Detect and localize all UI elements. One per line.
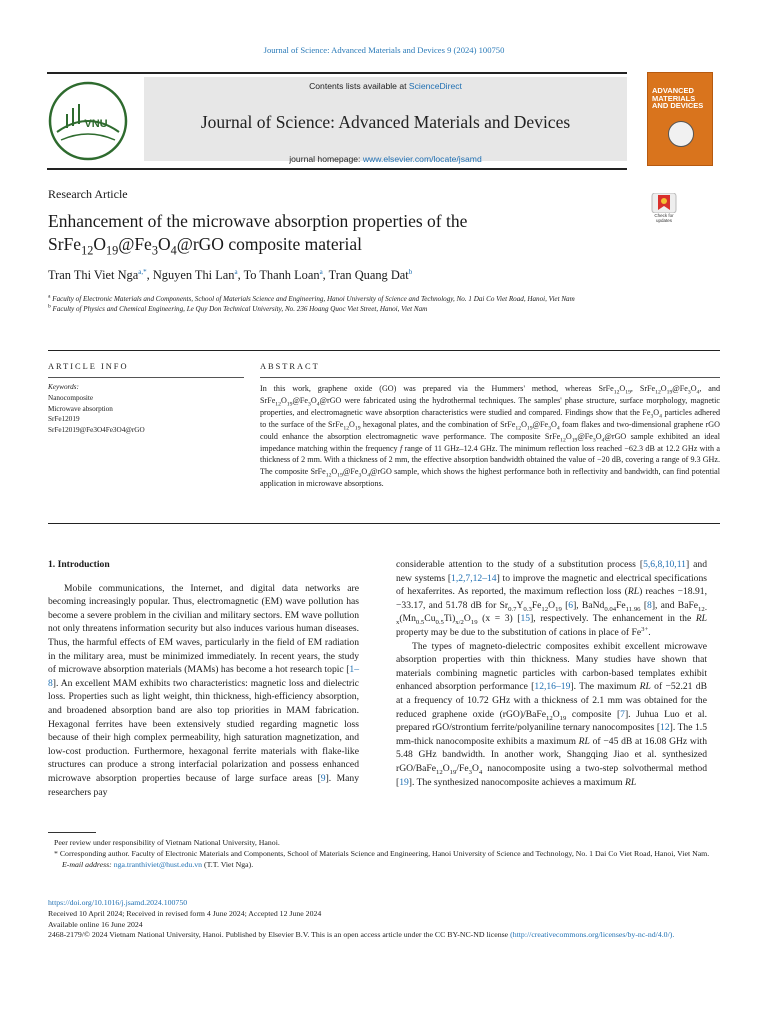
article-title (48, 210, 608, 256)
check-updates-badge[interactable] (648, 193, 680, 227)
article-info-heading: ARTICLE INFO (48, 362, 129, 371)
author-list: Tran Thi Viet Nga$^{a,*}$, Nguyen Thi Lan$^a$, To Thanh Loan$^a$, Tran Quang Dat$^b$ (48, 267, 413, 282)
keywords-label: Keywords: (48, 383, 79, 391)
dates-received: Received 10 April 2024; Received in revised form 4 June 2024; Accepted 12 June 2024 (48, 908, 322, 918)
title-line2: $SrFe_{12}O_{19}@Fe_3O_4@rGO$ composite material (48, 234, 362, 258)
email-link[interactable]: nga.tranthiviet@hust.edu.vn (113, 859, 203, 869)
keyword-list (48, 393, 145, 435)
journal-name: Journal of Science: Advanced Materials and Devices (200, 112, 571, 132)
publication-info (48, 898, 720, 941)
email-note: E-mail address: nga.tranthiviet@hust.edu.vn (T.T. Viet Nga). (62, 859, 254, 869)
abstract-heading: ABSTRACT (260, 362, 320, 371)
footnote-rule (48, 832, 96, 833)
cover-title: ADVANCED MATERIALS AND DEVICES (652, 86, 704, 110)
homepage-link[interactable]: www.elsevier.com/locate/jsamd (362, 154, 482, 164)
journal-cover (647, 72, 713, 166)
vnu-logo (47, 80, 129, 162)
paragraph: considerable attention to the study of a substitution process [5,6,8,10,11] and new systems [1,2,7,12–14] to improve the magnetic and electrical specifications of hexaferrites. As reported, the maximum reflection loss (RL) reaches −18.91, −33.17, and 51.78 dB for $Sr_{0.7}Y_{0.3}Fe_{12}O_{19}$ [6], $BaNd_{0.04}Fe_{11.96}$ [8], and $BaFe_{12-x}(Mn_{0.5}Cu_{0.5}Ti)_{x/2}O_{19}$ (x = 3) [15], respectively. The enhancement in the RL property may be due to the substitution of cations in place of $Fe^{3+}$. (396, 559, 708, 638)
masthead (144, 77, 627, 164)
header-rule-bottom (47, 168, 627, 170)
sciencedirect-link[interactable]: ScienceDirect (408, 81, 462, 91)
affiliation: $^a$ Faculty of Electronic Materials and Components, School of Materials Science and Engineering, Hanoi University of Science and Technology, No. 1 Dai Co Viet Road, Hanoi, Viet Nam (48, 293, 575, 303)
affiliation: $^b$ Faculty of Physics and Chemical Engineering, Le Quy Don Technical University, No. 236 Hoang Quoc Viet Street, Hanoi, Viet Nam (48, 303, 428, 313)
affiliations (48, 294, 728, 314)
divider (48, 523, 720, 524)
divider (48, 350, 720, 351)
author: To Thanh Loan (243, 268, 320, 282)
author: Tran Thi Viet Nga (48, 268, 139, 282)
date-available: Available online 16 June 2024 (48, 919, 143, 929)
header-rule (47, 72, 627, 74)
peer-review-note: Peer review under responsibility of Vietnam National University, Hanoi. (54, 838, 280, 847)
body-column-right (396, 558, 707, 789)
author: Nguyen Thi Lan (152, 268, 235, 282)
license-text: 2468-2179/© 2024 Vietnam National University, Hanoi. Published by Elsevier B.V. This is an open access article under the CC BY-NC-ND license (http://creativecommons.org/licenses/by-nc-nd/4.0/). (48, 930, 675, 940)
keyword: Microwave absorption (48, 404, 113, 413)
journal-citation[interactable]: Journal of Science: Advanced Materials and Devices 9 (2024) 100750 (263, 45, 505, 55)
body-column-left (48, 558, 359, 799)
divider (260, 377, 720, 378)
divider (48, 377, 244, 378)
paragraph: Mobile communications, the Internet, and digital data networks are becoming increasingly popular. Thus, electromagnetic (EM) wave pollution has become a severe problem in the civilian and military sectors. EM wave pollution not only threatens information security but also induces various human diseases. Thus, the harmful effects of EM waves, particularly in the field of EM radiation in the military area, must be minimized immediately. In recent years, the study of microwave absorption materials (MAMs) has become a hot research topic [1–8]. An excellent MAM exhibits two characteristics: magnetic loss and dielectric loss. Properties such as light weight, thin thickness, high-efficiency absorption, and broadened absorption band are also top priorities in MAM fabrication. Hexagonal ferrites have been extensively studied regarding magnetic loss because of their high complex permeability, high saturation magnetization, and low-cost production. Furthermore, hexagonal ferrite materials with flake-like structures can produce a strong interfacial polarization and possess enhanced microwave absorption properties because of large surface areas [9]. Many researchers pay (48, 582, 359, 798)
homepage-line: journal homepage: www.elsevier.com/locate/jsamd (289, 154, 482, 164)
logo-text: VNU (84, 118, 108, 130)
corresponding-author-note: * Corresponding author. Faculty of Electronic Materials and Components, School of Materials Science and Engineering, Hanoi University of Science and Technology, No. 1 Dai Co Viet Road, Hanoi, Viet Nam. (54, 848, 710, 858)
title-line1: Enhancement of the microwave absorption properties of the (48, 211, 468, 231)
doi-link[interactable]: https://doi.org/10.1016/j.jsamd.2024.100750 (48, 898, 188, 907)
check-updates-label: Check for updates (654, 213, 674, 223)
article-type: Research Article (48, 187, 128, 201)
keyword: SrFe12019@Fe3O4Fe3O4@rGO (48, 425, 145, 434)
bookmark-icon (648, 193, 680, 213)
keyword: SrFe12019 (48, 415, 80, 423)
abstract-text: In this work, graphene oxide (GO) was prepared via the Hummers' method, whereas $SrFe_{12}O_{19}$, $SrFe_{12}O_{19}@Fe_3O_4$, and $SrFe_{12}O_{19}@Fe_3O_4@rGO$ were fabricated using the hydrothermal techniques. The samples' phase structure, surface morphology, magnetic properties, and electromagnetic wave absorption characteristics were studied and compared. Findings show that the $Fe_3O_4$ particles adhered to the surface of the $SrFe_{12}O_{19}$ hexagonal plates, and the combination of $SrFe_{12}O_{19}@Fe_3O_4$ foam flakes and two-dimensional graphene rGO could enhance the absorption electromagnetic wave performance. The composite $SrFe_{12}O_{19}@Fe_3O_4@rGO$ sample exhibited an ideal impedance matching within the frequency f range of 11 GHz–12.4 GHz. The minimum reflection loss reached −62.3 dB at 12.2 GHz with a thickness of 2 mm. With a thickness of 2 mm, the effective absorption bandwidth obtained the value of −20 dB, covering a range of 9.3 GHz. The composite $SrFe_{12}O_{19}@Fe_3O_4@rGO$ sample, which shows the highest performance both in reflectivity and bandwidth, can find potential application in microwave absorptions. (260, 384, 721, 489)
author: Tran Quang Dat (328, 268, 409, 282)
license-link[interactable]: (http://creativecommons.org/licenses/by-nc-nd/4.0/). (510, 930, 675, 940)
contents-line: Contents lists available at ScienceDirect (309, 81, 462, 91)
journal-header (47, 72, 721, 166)
paragraph: The types of magneto-dielectric composites exhibit excellent microwave absorption properties with thin thickness. Many studies have shown that materials combining magnetic particles with carbon-based templates exhibit enhanced absorption performance [12,16–19]. The maximum RL of −52.21 dB at a frequency of 10.72 GHz with a thickness of 2.1 mm was obtained for the reduced graphene oxide $(rGO)/BaFe_{12}O_{19}$ composite [7]. Juhua Luo et al. prepared rGO/strontium ferrite/polyaniline ternary nanocomposites [12]. The 1.5 mm-thick nanocomposite exhibits a maximum RL of −45 dB at 16.08 GHz with 5.48 GHz bandwidth. In another work, Shangqing Jiao et al. synthesized rGO/$BaFe_{12}O_{19}/Fe_3O_4$ nanocomposite using a two-step solvothermal method [19]. The synthesized nanocomposite achieves a maximum RL (396, 640, 707, 788)
cover-emblem (668, 121, 694, 147)
section-heading: 1. Introduction (48, 559, 110, 570)
footnotes (48, 838, 720, 870)
keyword: Nanocomposite (48, 394, 94, 402)
